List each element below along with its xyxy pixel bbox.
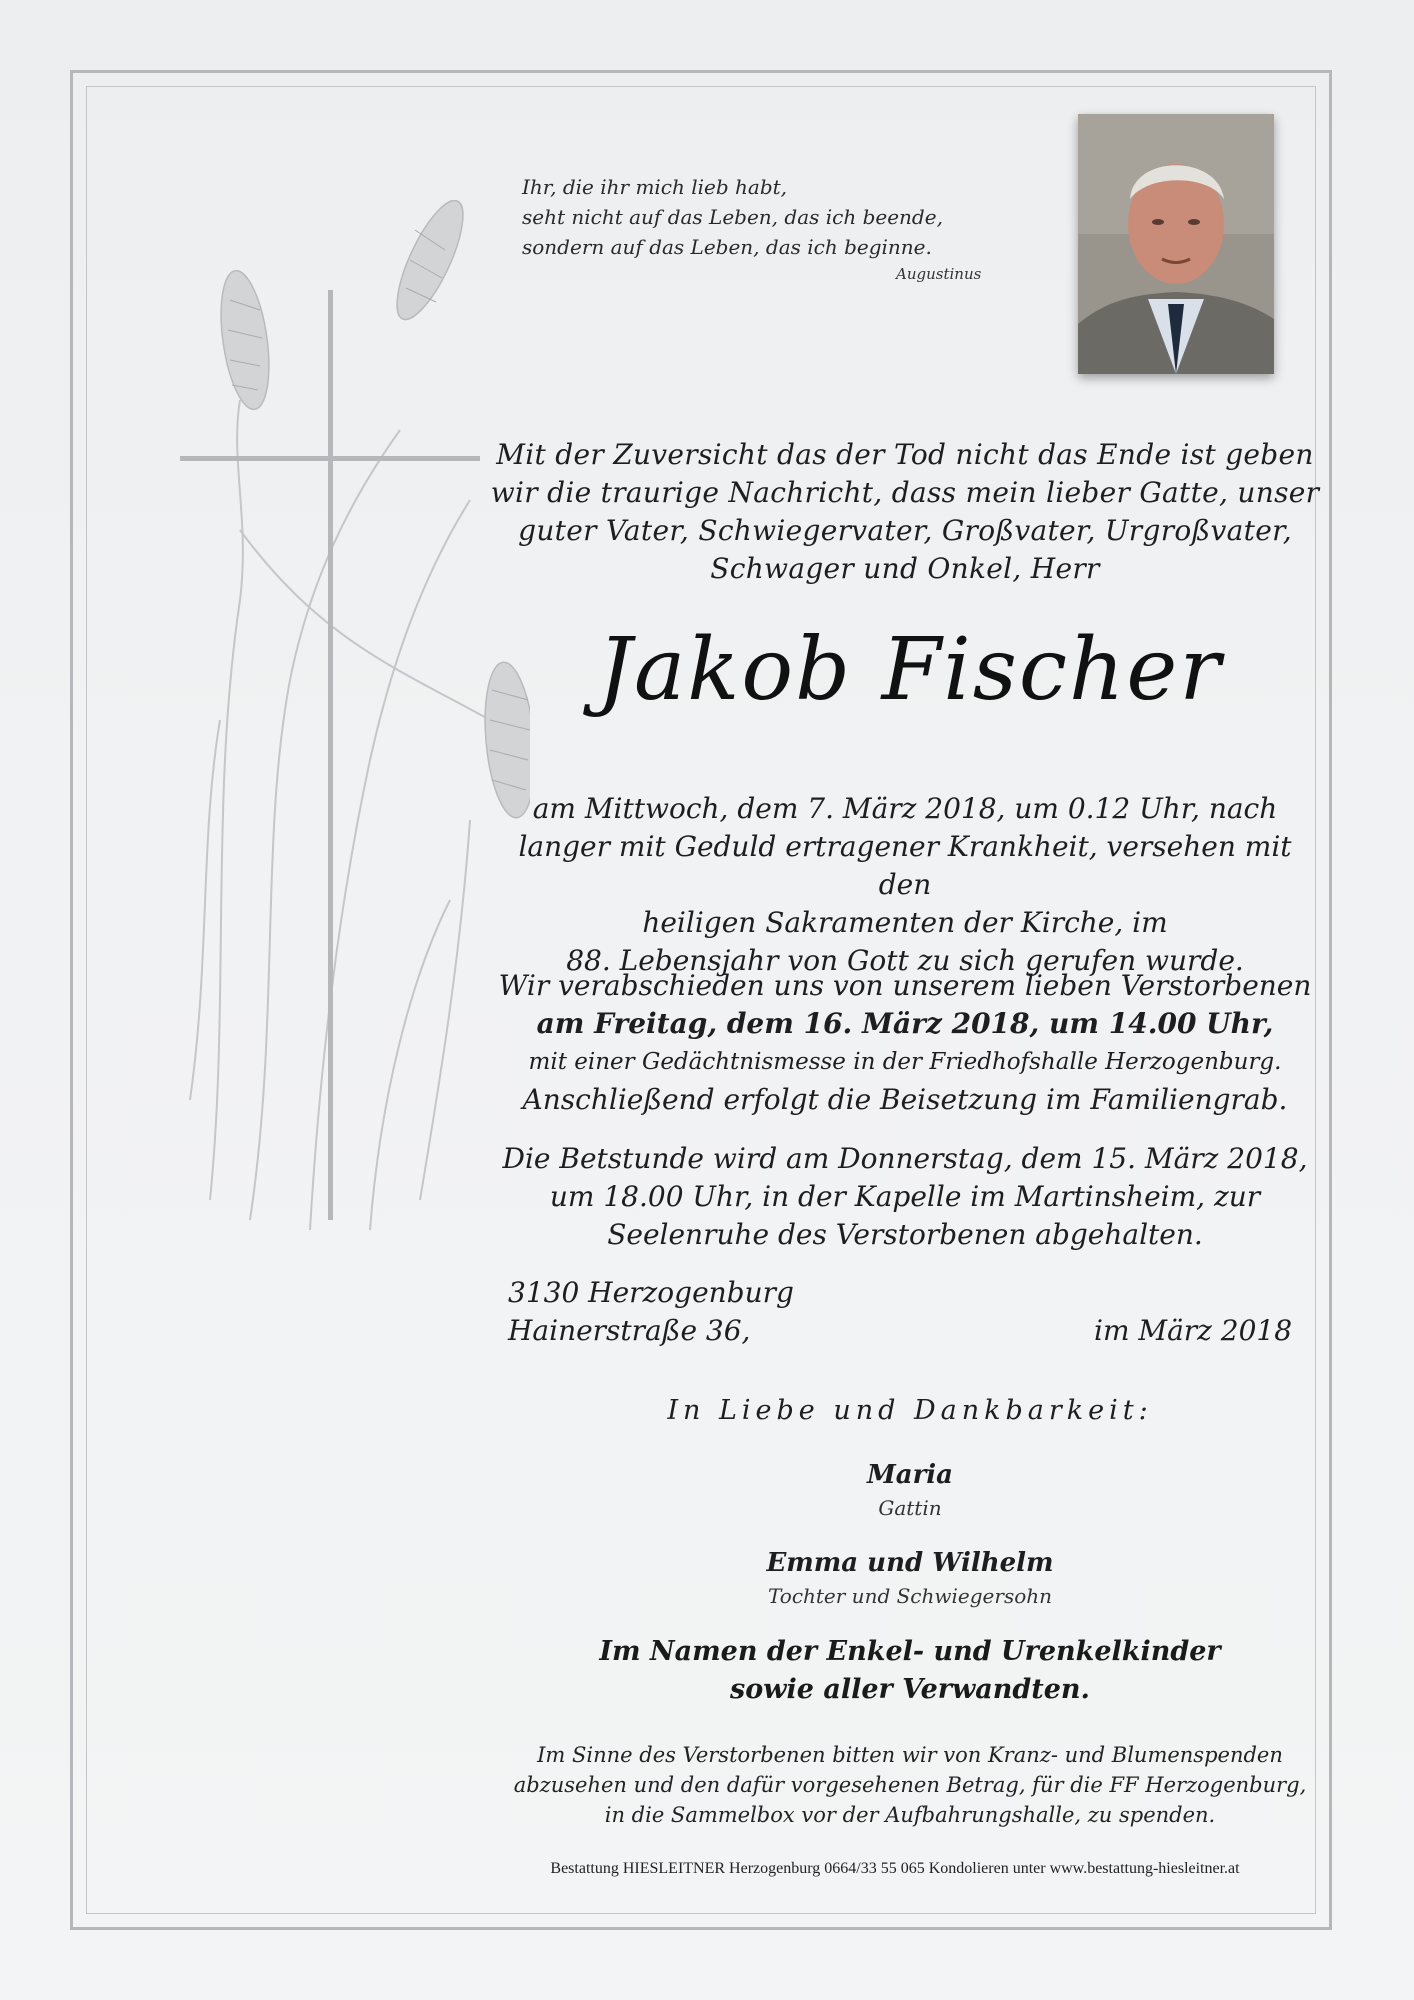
prayer-line: Seelenruhe des Verstorbenen abgehalten.: [607, 1218, 1203, 1251]
prayer-line: Die Betstunde wird am Donnerstag, dem 15. März 2018,: [502, 1142, 1308, 1175]
mourner-name: Maria: [866, 1460, 954, 1490]
announcement-intro: [490, 436, 1320, 588]
mourner-role: Tochter und Schwiegersohn: [767, 1584, 1053, 1608]
intro-line: Mit der Zuversicht das der Tod nicht das Ende ist geben: [496, 438, 1314, 471]
donation-line: Im Sinne des Verstorbenen bitten wir von Kranz- und Blumenspenden: [537, 1743, 1283, 1767]
address-city: 3130 Herzogenburg: [508, 1276, 794, 1309]
family-signature: [520, 1633, 1300, 1709]
death-line: langer mit Geduld ertragener Krankheit, versehen mit den: [518, 830, 1292, 901]
donation-line: abzusehen und den dafür vorgesehenen Betrag, für die FF Herzogenburg,: [513, 1773, 1307, 1797]
donation-line: in die Sammelbox vor der Aufbahrungshalle, zu spenden.: [604, 1803, 1216, 1827]
donation-notice: [490, 1740, 1330, 1830]
death-line: 88. Lebensjahr von Gott zu sich gerufen wurde.: [566, 944, 1244, 977]
family-line: Im Namen der Enkel- und Urenkelkinder: [599, 1636, 1221, 1667]
quote-line: Ihr, die ihr mich lieb habt,: [522, 175, 788, 199]
prayer-details: [490, 1140, 1320, 1254]
family-line: sowie aller Verwandten.: [730, 1674, 1090, 1705]
intro-line: Schwager und Onkel, Herr: [710, 552, 1100, 585]
farewell-line: mit einer Gedächtnismesse in der Friedhofshalle Herzogenburg.: [528, 1049, 1282, 1075]
portrait-photo: [1078, 114, 1274, 374]
funeral-home-footer: Bestattung HIESLEITNER Herzogenburg 0664/33 55 065 Kondolieren unter www.bestattung-hiesleitner.at: [550, 1860, 1240, 1877]
death-line: heiligen Sakramenten der Kirche, im: [642, 906, 1168, 939]
quote-line: seht nicht auf das Leben, das ich beende,: [522, 205, 943, 229]
funeral-details: [490, 967, 1320, 1119]
cross-wheat-decoration: [170, 200, 530, 1240]
funeral-date: am Freitag, dem 16. März 2018, um 14.00 Uhr,: [536, 1007, 1274, 1040]
mourner-role: Gattin: [878, 1496, 942, 1520]
announcement-date: im März 2018: [1094, 1314, 1293, 1347]
address-street: Hainerstraße 36,: [508, 1314, 751, 1347]
mourner-name: Emma und Wilhelm: [766, 1548, 1054, 1578]
intro-line: guter Vater, Schwiegervater, Großvater, Urgroßvater,: [518, 514, 1292, 547]
farewell-line: Anschließend erfolgt die Beisetzung im Familiengrab.: [522, 1083, 1288, 1116]
quote-line: sondern auf das Leben, das ich beginne.: [522, 235, 932, 259]
prayer-line: um 18.00 Uhr, in der Kapelle im Martinsheim, zur: [549, 1180, 1261, 1213]
farewell-line: Wir verabschieden uns von unserem lieben Verstorbenen: [498, 969, 1312, 1002]
intro-line: wir die traurige Nachricht, dass mein lieber Gatte, unser: [490, 476, 1320, 509]
portrait-image: [1078, 114, 1274, 374]
address-block: [508, 1274, 794, 1350]
memorial-quote: [522, 172, 1042, 262]
quote-author: Augustinus: [896, 265, 982, 283]
death-line: am Mittwoch, dem 7. März 2018, um 0.12 Uhr, nach: [532, 792, 1278, 825]
death-details: [490, 790, 1320, 980]
love-heading: In Liebe und Dankbarkeit:: [667, 1395, 1153, 1426]
deceased-name: Jakob Fischer: [597, 620, 1223, 720]
